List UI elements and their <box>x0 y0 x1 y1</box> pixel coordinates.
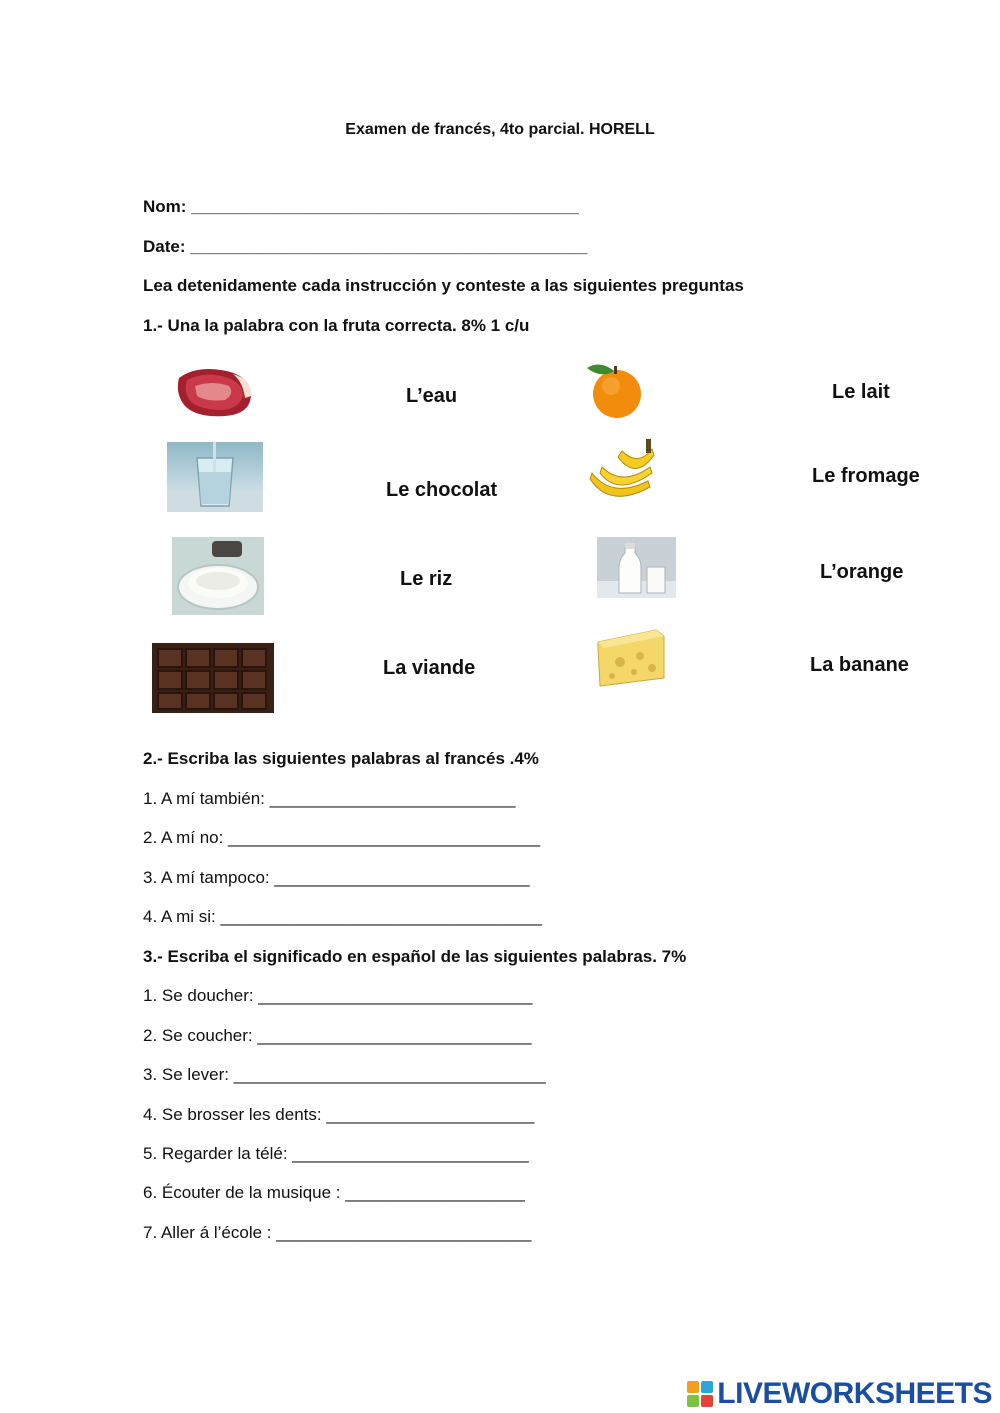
name-blank[interactable]: _________________________________________ <box>191 197 579 216</box>
banana-image[interactable] <box>588 437 658 501</box>
rice-image[interactable] <box>172 537 264 615</box>
date-blank[interactable]: __________________________________________ <box>190 237 588 256</box>
cheese-image[interactable] <box>590 626 668 688</box>
liveworksheets-brand <box>687 1377 992 1411</box>
date-field[interactable] <box>143 237 587 257</box>
word-la-banane[interactable]: La banane <box>810 654 909 676</box>
section3-item[interactable]: 7. Aller á l’école : ___________________________ <box>143 1223 532 1242</box>
section3-item[interactable]: 1. Se doucher: _____________________________ <box>143 986 533 1005</box>
meat-image[interactable] <box>173 364 255 420</box>
section3-item[interactable]: 6. Écouter de la musique : ___________________ <box>143 1183 525 1202</box>
section3-item[interactable]: 3. Se lever: _________________________________ <box>143 1065 546 1084</box>
section2-item[interactable]: 4. A mi si: __________________________________ <box>143 907 542 926</box>
word-le-chocolat[interactable]: Le chocolat <box>386 479 498 501</box>
section2-item[interactable]: 2. A mí no: _________________________________ <box>143 828 541 847</box>
name-label: Nom: <box>143 197 187 216</box>
section3-item[interactable]: 4. Se brosser les dents: ______________________ <box>143 1105 535 1124</box>
word-le-riz[interactable]: Le riz <box>400 568 453 590</box>
liveworksheets-logo-icon <box>687 1381 713 1407</box>
word-le-fromage[interactable]: Le fromage <box>812 465 920 487</box>
word-lorange[interactable]: L’orange <box>820 561 904 583</box>
word-leau[interactable]: L’eau <box>406 385 458 407</box>
milk-image[interactable] <box>597 537 676 598</box>
section3-item[interactable]: 2. Se coucher: _____________________________ <box>143 1026 532 1045</box>
section3-item[interactable]: 5. Regarder la télé: _________________________ <box>143 1144 529 1163</box>
word-le-lait[interactable]: Le lait <box>832 381 890 403</box>
section2-heading: 2.- Escriba las siguientes palabras al francés .4% <box>143 749 539 768</box>
date-label: Date: <box>143 237 186 256</box>
brand-text: LIVEWORKSHEETS <box>717 1377 992 1410</box>
orange-image[interactable] <box>583 360 649 420</box>
word-la-viande[interactable]: La viande <box>383 657 476 679</box>
chocolate-image[interactable] <box>152 643 274 713</box>
page-title: Examen de francés, 4to parcial. HORELL <box>345 121 655 138</box>
section2-item[interactable]: 3. A mí tampoco: ___________________________ <box>143 868 530 887</box>
name-field[interactable] <box>143 197 579 217</box>
section1-heading: 1.- Una la palabra con la fruta correcta. 8% 1 c/u <box>143 316 530 335</box>
section3-heading: 3.- Escriba el significado en español de las siguientes palabras. 7% <box>143 947 687 966</box>
water-glass-image[interactable] <box>167 442 263 512</box>
instructions: Lea detenidamente cada instrucción y conteste a las siguientes preguntas <box>143 276 744 295</box>
section2-item[interactable]: 1. A mí también: __________________________ <box>143 789 516 808</box>
